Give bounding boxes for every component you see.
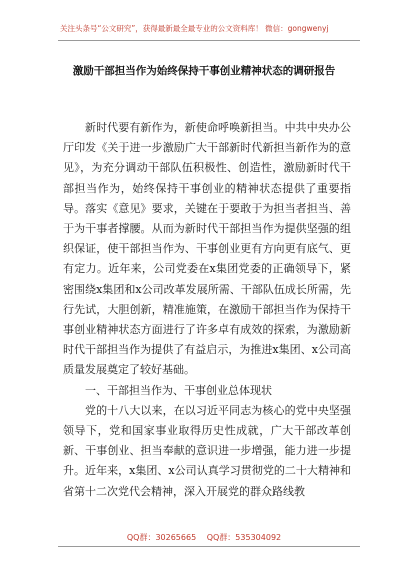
header-banner: 关注头条号“公文研究”，获得最新最全最专业的公文资料库！ 微信：gongwenyj (60, 24, 329, 33)
footer-qq-group-1: QQ群：30265665 (126, 533, 197, 542)
header-divider (58, 40, 360, 41)
footer-qq-group-2: QQ群：535304092 (206, 533, 282, 542)
section-heading: 一、干部担当作为、干事创业总体现状 (85, 383, 272, 397)
document-body (63, 118, 351, 502)
document-title: 激励干部担当作为始终保持干事创业精神状态的调研报告 (72, 65, 336, 77)
intro-paragraph: 新时代要有新作为，新使命呼唤新担当。中共中央办公厅印发《关于进一步激励广大干部新时代新担当新作为的意见》，为充分调动干部队伍积极性、创造性，激励新时代干部担当作为，始终保持干事创业的精神状态提供了重要指导。落实《意见》要求，关键在于要敢于为担当者担当、善于为干事者撑腰。从而为新时代干部担当作为提供坚强的组织保证，使干部担当作为、干事创业更有方向更有底气、更有定力。近年来，公司党委在x集团党委的正确领导下，紧密围绕x集团和x公司改革发展所需、干部队伍成长所需，先行先试，大胆创新，精准施策，在激励干部担当作为保持干事创业精神状态方面进行了许多卓有成效的探索，为激励新时代干部担当作为提供了有益启示，为推进x集团、x公司高质量发展奠定了较好基础。 (63, 121, 351, 377)
footer-contact (0, 532, 408, 543)
footer-divider (58, 546, 360, 547)
section-paragraph: 党的十八大以来，在以习近平同志为核心的党中央坚强领导下，党和国家事业取得历史性成就，广大干部改革创新、干事创业、担当奉献的意识进一步增强，能力进一步提升。近年来，x集团、x公司认真学习贯彻党的二十大精神和省第十二次党代会精神，深入开展党的群众路线教 (63, 403, 351, 498)
